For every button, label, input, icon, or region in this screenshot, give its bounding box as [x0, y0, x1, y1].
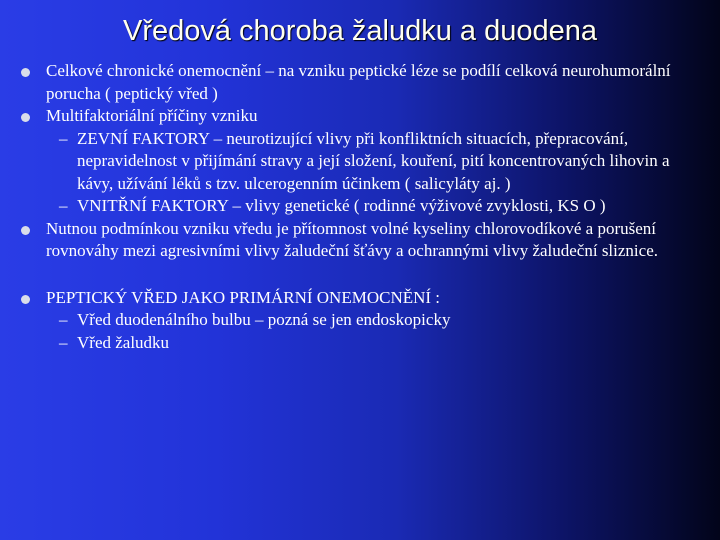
bullet-text: PEPTICKÝ VŘED JAKO PRIMÁRNÍ ONEMOCNĚNÍ :: [46, 287, 441, 307]
bullet-dot-icon: [21, 226, 30, 235]
sub-bullet-item-4-2: [59, 332, 696, 355]
sub-bullet-text: Vřed žaludku: [77, 332, 170, 352]
dash-icon: –: [59, 196, 68, 215]
sub-bullet-item-4-1: [59, 309, 696, 332]
sub-bullet-text: ZEVNÍ FAKTORY – neurotizující vlivy při konfliktních situacích, přepracování, nepravidelnost v přijímání stravy a její složení, kouření, pití koncentrovaných lihovin a kávy, užívání léků s tzv. ulcerogenním účinkem ( salicyláty aj. ): [77, 128, 670, 193]
bullet-text: Celkové chronické onemocnění – na vzniku peptické léze se podílí celková neurohumorální porucha ( peptický vřed ): [46, 61, 671, 103]
bullet-dot-icon: [21, 68, 30, 77]
spacer: [0, 263, 720, 287]
slide-title: Vředová choroba žaludku a duodena: [122, 15, 598, 47]
slide-content: [0, 60, 720, 354]
bullet-item-4: [46, 287, 700, 310]
bullet-dot-icon: [21, 113, 30, 122]
dash-icon: –: [59, 128, 68, 148]
sub-bullet-item-2-2: [59, 195, 696, 218]
sub-bullet-text: VNITŘNÍ FAKTORY – vlivy genetické ( rodinné výživové zvyklosti, KS O ): [77, 196, 606, 215]
bullet-dot-icon: [21, 295, 30, 304]
bullet-item-1: [46, 60, 700, 105]
bullet-text: Nutnou podmínkou vzniku vředu je přítomnost volné kyseliny chlorovodíkové a porušení rovnováhy mezi agresivními vlivy žaludeční šťávy a ochrannými vlivy žaludeční sliznice.: [46, 218, 658, 260]
dash-icon: –: [59, 332, 68, 352]
bullet-item-3: [46, 218, 700, 263]
bullet-item-2: [46, 105, 700, 128]
sub-bullet-item-2-1: [59, 128, 696, 196]
bullet-text: Multifaktoriální příčiny vzniku: [46, 106, 258, 125]
sub-bullet-text: Vřed duodenálního bulbu – pozná se jen endoskopicky: [77, 310, 451, 329]
dash-icon: –: [59, 310, 68, 329]
